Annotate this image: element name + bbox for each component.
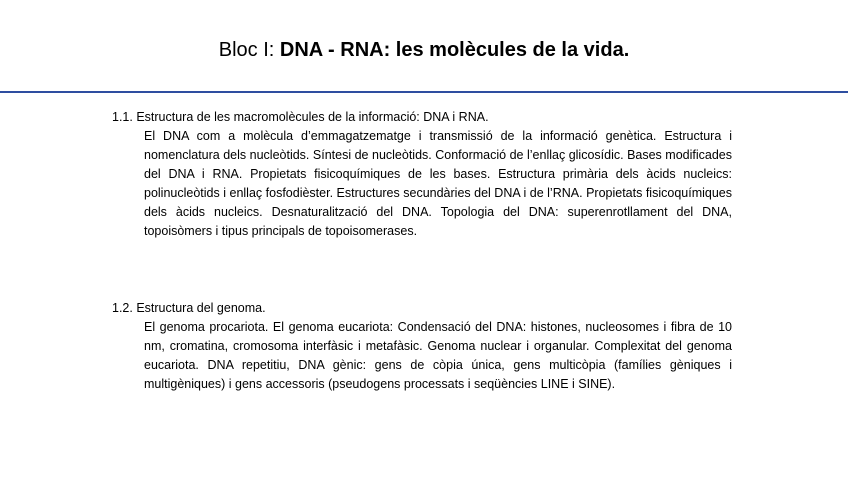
section-heading: 1.1. Estructura de les macromolècules de la informació: DNA i RNA. xyxy=(112,110,489,124)
title-prefix: Bloc I: xyxy=(218,39,280,61)
section-1-1 xyxy=(112,108,732,241)
title-divider xyxy=(0,91,848,93)
section-body: El genoma procariota. El genoma eucariota: Condensació del DNA: histones, nucleosomes i fibra de 10 nm, cromatina, cromosoma interfàsic i metafàsic. Genoma nuclear i organular. Complexitat del genoma eucariota. DNA repetitiu, DNA gènic: gens de còpia única, gens multicòpia (famílies gèniques i multigèniques) i gens accessoris (pseudogens processats i seqüències LINE i SINE). xyxy=(144,320,732,391)
section-1-2 xyxy=(112,299,732,394)
section-body: El DNA com a molècula d’emmagatzematge i transmissió de la informació genètica. Estructura i nomenclatura dels nucleòtids. Síntesi de nucleòtids. Conformació de l’enllaç glicosídic. Bases modificades del DNA i RNA. Propietats fisicoquímiques de les bases. Estructura primària dels àcids nucleics: polinucleòtids i enllaç fosfodièster. Estructures secundàries del DNA i de l’RNA. Propietats fisicoquímiques dels àcids nucleics. Desnaturalització del DNA. Topologia del DNA: superenrotllament del DNA, topoisòmers i tipus principals de topoisomerases. xyxy=(144,129,732,238)
section-heading: 1.2. Estructura del genoma. xyxy=(112,301,266,315)
title-main: DNA - RNA: les molècules de la vida. xyxy=(279,39,630,61)
page-title xyxy=(0,36,848,64)
